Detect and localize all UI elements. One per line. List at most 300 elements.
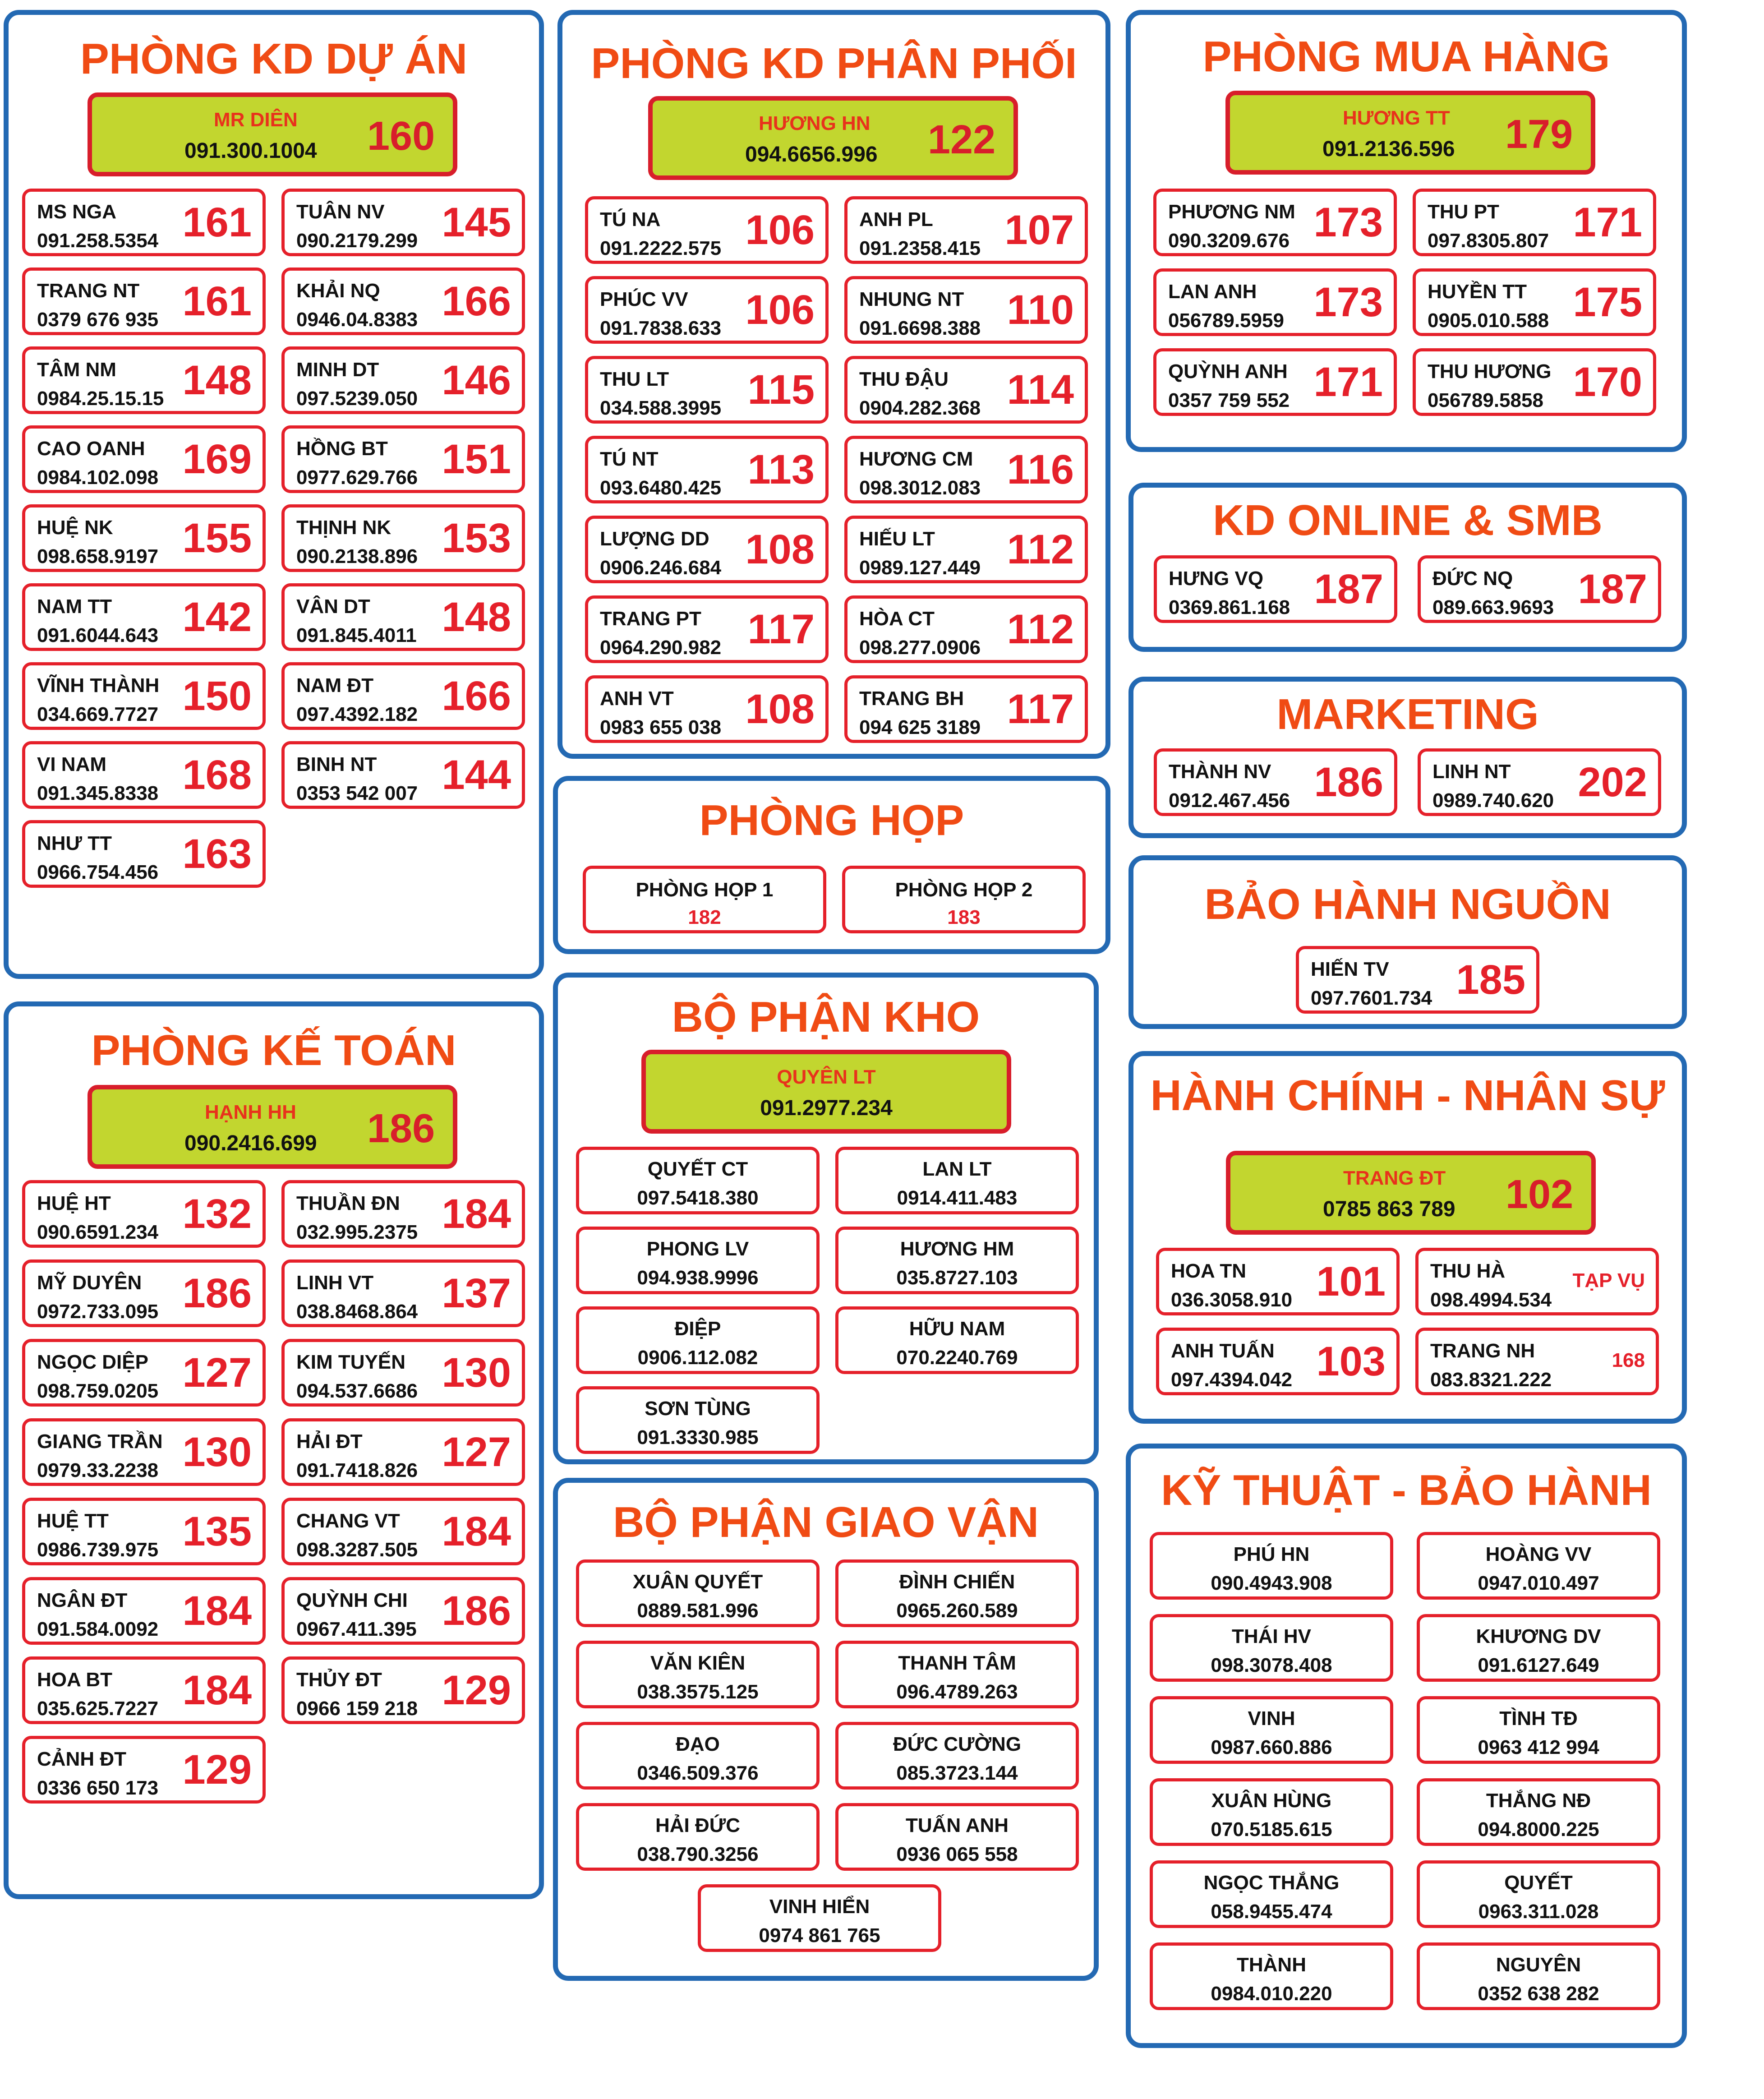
staff-extension: 106: [745, 207, 815, 253]
staff-phone: 038.3575.125: [637, 1681, 759, 1703]
staff-name: HUỆ NK: [37, 517, 113, 539]
staff-card[interactable]: [835, 1559, 1079, 1627]
staff-name: TUẤN ANH: [905, 1814, 1009, 1836]
staff-extension: 107: [1004, 207, 1074, 253]
staff-name: THU LT: [600, 368, 669, 390]
staff-phone: 038.8468.864: [296, 1301, 418, 1323]
staff-card[interactable]: [1418, 748, 1661, 816]
staff-phone: 0984.25.15.15: [37, 388, 164, 410]
staff-card[interactable]: [281, 662, 525, 730]
staff-extension: 184: [182, 1588, 252, 1634]
staff-card[interactable]: [22, 1339, 266, 1407]
staff-card[interactable]: [585, 595, 829, 663]
staff-extension: 145: [442, 199, 511, 245]
staff-card[interactable]: [1296, 946, 1539, 1014]
staff-card[interactable]: [281, 583, 525, 651]
staff-card[interactable]: [281, 504, 525, 572]
staff-card[interactable]: [1150, 1778, 1393, 1846]
meeting-room-card[interactable]: [583, 866, 826, 933]
staff-extension: 187: [1314, 566, 1383, 612]
staff-extension: 150: [182, 673, 252, 719]
staff-phone: 0904.282.368: [859, 397, 981, 419]
staff-extension: 117: [1007, 686, 1074, 732]
staff-name: THẮNG NĐ: [1486, 1790, 1591, 1812]
staff-extension: 153: [442, 515, 511, 561]
staff-card[interactable]: [835, 1147, 1079, 1214]
staff-card[interactable]: [1150, 1942, 1393, 2010]
staff-phone: 0912.467.456: [1169, 789, 1290, 812]
staff-phone: 0983 655 038: [600, 716, 722, 738]
staff-phone: 0352 638 282: [1478, 1983, 1599, 2005]
staff-phone: 094 625 3189: [859, 716, 981, 738]
staff-card[interactable]: [22, 268, 266, 335]
staff-phone: 091.6044.643: [37, 624, 159, 646]
staff-card[interactable]: [1413, 348, 1656, 416]
staff-phone: 091.6127.649: [1478, 1654, 1599, 1676]
staff-card[interactable]: [1154, 555, 1397, 623]
staff-extension: 117: [747, 606, 815, 652]
staff-name: THÀNH: [1237, 1954, 1306, 1976]
staff-name: XUÂN QUYẾT: [632, 1571, 763, 1593]
staff-phone: 056789.5858: [1428, 389, 1543, 411]
staff-name: HIẾU LT: [859, 528, 935, 550]
panel-title: PHÒNG KD PHÂN PHỐI: [591, 39, 1077, 88]
staff-name: HẢI ĐỨC: [655, 1814, 741, 1836]
staff-phone: 0974 861 765: [759, 1924, 880, 1947]
staff-name: QUỲNH CHI: [296, 1589, 408, 1611]
staff-name: VÂN DT: [296, 595, 370, 618]
staff-card[interactable]: [844, 276, 1088, 344]
staff-card[interactable]: [281, 1656, 525, 1724]
staff-card[interactable]: [1417, 1696, 1660, 1764]
staff-phone: 098.3012.083: [859, 477, 981, 499]
staff-card[interactable]: [22, 1418, 266, 1486]
staff-phone: 091.7838.633: [600, 317, 722, 339]
staff-phone: 091.258.5354: [37, 230, 159, 252]
staff-phone: 038.790.3256: [637, 1843, 759, 1865]
staff-card[interactable]: [281, 1498, 525, 1565]
staff-card[interactable]: [22, 1498, 266, 1565]
staff-card[interactable]: [281, 1180, 525, 1248]
staff-card[interactable]: [576, 1559, 820, 1627]
staff-name: THỦY ĐT: [296, 1669, 382, 1691]
staff-name: HÒA CT: [859, 608, 935, 630]
staff-card[interactable]: [1417, 1942, 1660, 2010]
staff-extension: 129: [442, 1667, 511, 1713]
staff-name: VINH HIỂN: [769, 1896, 870, 1918]
staff-name: HUỆ HT: [37, 1192, 111, 1214]
staff-extension: 173: [1313, 199, 1383, 245]
manager-name: QUYÊN LT: [777, 1066, 876, 1088]
manager-phone: 091.2977.234: [760, 1096, 893, 1120]
staff-card[interactable]: [844, 675, 1088, 743]
staff-card[interactable]: [1150, 1532, 1393, 1600]
staff-phone: 070.2240.769: [896, 1347, 1018, 1369]
staff-name: ĐỨC CƯỜNG: [893, 1733, 1022, 1755]
staff-extension: 161: [182, 278, 252, 324]
room-name: PHÒNG HỌP 2: [895, 879, 1033, 901]
staff-card[interactable]: [281, 1577, 525, 1645]
staff-name: LƯỢNG DD: [600, 528, 709, 550]
staff-name: LINH VT: [296, 1272, 374, 1294]
staff-extension: 101: [1316, 1259, 1386, 1305]
staff-card[interactable]: [585, 356, 829, 424]
staff-extension: 132: [182, 1191, 252, 1237]
staff-card[interactable]: [835, 1803, 1079, 1871]
staff-card[interactable]: [1415, 1328, 1659, 1395]
manager-phone: 0785 863 789: [1323, 1197, 1455, 1221]
staff-phone: 0966.754.456: [37, 861, 159, 883]
staff-name: HƯƠNG HM: [900, 1238, 1014, 1260]
staff-name: THU HÀ: [1430, 1260, 1506, 1282]
manager-card[interactable]: [641, 1050, 1011, 1134]
staff-phone: 0966 159 218: [296, 1698, 418, 1720]
panel-ky-thuat: [1126, 1444, 1687, 2048]
manager-extension: 102: [1506, 1172, 1574, 1217]
staff-name: MS NGA: [37, 201, 116, 223]
staff-card[interactable]: [1415, 1248, 1659, 1315]
staff-phone: 0346.509.376: [637, 1762, 759, 1784]
staff-card[interactable]: [22, 1180, 266, 1248]
staff-name: THỊNH NK: [296, 517, 391, 539]
staff-card[interactable]: [1417, 1614, 1660, 1682]
staff-card[interactable]: [22, 346, 266, 414]
staff-name: VINH: [1248, 1707, 1295, 1730]
staff-card[interactable]: [576, 1147, 820, 1214]
staff-card[interactable]: [22, 189, 266, 256]
manager-phone: 091.300.1004: [184, 139, 317, 163]
staff-card[interactable]: [281, 741, 525, 809]
room-name: PHÒNG HỌP 1: [636, 879, 774, 901]
staff-name: GIANG TRẦN: [37, 1430, 163, 1453]
staff-name: THU HƯƠNG: [1428, 360, 1552, 383]
manager-card[interactable]: [1225, 91, 1595, 175]
staff-phone: 0987.660.886: [1211, 1736, 1332, 1758]
staff-phone: 0914.411.483: [897, 1187, 1018, 1209]
staff-card[interactable]: [22, 1736, 266, 1804]
staff-card[interactable]: [576, 1227, 820, 1294]
staff-extension: 169: [182, 436, 252, 482]
staff-card[interactable]: [835, 1306, 1079, 1374]
staff-card[interactable]: [281, 425, 525, 493]
staff-extension: 166: [442, 278, 511, 324]
manager-card[interactable]: [1226, 1151, 1596, 1235]
staff-phone: 035.625.7227: [37, 1698, 159, 1720]
manager-name: HẠNH HH: [205, 1101, 296, 1123]
staff-card[interactable]: [576, 1722, 820, 1790]
staff-extension: 144: [442, 752, 511, 798]
staff-phone: 0906.112.082: [637, 1347, 758, 1369]
staff-phone: 091.7418.826: [296, 1459, 418, 1481]
staff-phone: 097.4392.182: [296, 703, 418, 725]
staff-name: NAM TT: [37, 595, 112, 618]
staff-name: KHƯƠNG DV: [1476, 1625, 1601, 1647]
staff-name: KHẢI NQ: [296, 280, 380, 302]
manager-card[interactable]: [88, 92, 457, 176]
staff-name: HỒNG BT: [296, 438, 388, 460]
staff-phone: 0984.010.220: [1211, 1983, 1332, 2005]
meeting-room-card[interactable]: [842, 866, 1086, 933]
staff-phone: 0946.04.8383: [296, 309, 418, 331]
staff-phone: 090.2179.299: [296, 230, 418, 252]
staff-phone: 091.2222.575: [600, 237, 722, 259]
staff-name: TRANG NT: [37, 280, 140, 302]
staff-name: NAM ĐT: [296, 674, 374, 697]
staff-card[interactable]: [1150, 1696, 1393, 1764]
staff-card[interactable]: [835, 1227, 1079, 1294]
staff-extension: 137: [442, 1270, 511, 1316]
panel-title: BỘ PHẬN GIAO VẬN: [613, 1498, 1039, 1546]
staff-name: VI NAM: [37, 753, 106, 775]
staff-card[interactable]: [1153, 348, 1397, 416]
staff-card[interactable]: [576, 1306, 820, 1374]
manager-name: MR DIÊN: [214, 109, 298, 131]
staff-extension: 186: [442, 1588, 511, 1634]
staff-name: ĐỨC NQ: [1432, 567, 1513, 590]
staff-name: NGỌC DIỆP: [37, 1351, 148, 1373]
staff-phone: 0964.290.982: [600, 637, 722, 659]
staff-name: HOA TN: [1171, 1260, 1247, 1282]
staff-name: HẢI ĐT: [296, 1430, 363, 1453]
staff-phone: 094.938.9996: [637, 1267, 759, 1289]
staff-extension: 184: [442, 1509, 511, 1555]
manager-phone: 090.2416.699: [184, 1131, 317, 1155]
staff-name: MỸ DUYÊN: [37, 1272, 142, 1294]
staff-extension: 185: [1456, 957, 1525, 1003]
staff-extension: 186: [1314, 759, 1383, 805]
panel-title: KỸ THUẬT - BẢO HÀNH: [1161, 1466, 1652, 1514]
staff-card[interactable]: [1153, 189, 1397, 256]
panel-ke-toan: [4, 1001, 544, 1899]
staff-name: PHÚC VV: [600, 288, 688, 310]
staff-phone: 0963.311.028: [1478, 1901, 1599, 1923]
panel-kd-online-smb: [1128, 483, 1687, 652]
staff-extension: 173: [1313, 279, 1383, 325]
staff-card[interactable]: [1417, 1778, 1660, 1846]
staff-phone: 0379 676 935: [37, 309, 159, 331]
staff-name: LAN ANH: [1168, 281, 1257, 303]
staff-name: SƠN TÙNG: [645, 1398, 751, 1420]
staff-extension: 202: [1578, 759, 1647, 805]
staff-extension: 155: [182, 515, 252, 561]
staff-card[interactable]: [576, 1803, 820, 1871]
staff-card[interactable]: [844, 516, 1088, 583]
staff-card[interactable]: [698, 1884, 941, 1952]
staff-card[interactable]: [585, 675, 829, 743]
staff-card[interactable]: [844, 436, 1088, 503]
staff-name: PHONG LV: [646, 1238, 749, 1260]
staff-card[interactable]: [22, 583, 266, 651]
staff-card[interactable]: [281, 1339, 525, 1407]
staff-name: TÚ NT: [600, 448, 659, 470]
staff-card[interactable]: [22, 504, 266, 572]
staff-phone: 089.663.9693: [1432, 596, 1554, 618]
staff-extension: 166: [442, 673, 511, 719]
staff-extension: 184: [442, 1191, 511, 1237]
panel-mua-hang: [1126, 10, 1687, 452]
staff-extension: 171: [1573, 199, 1642, 245]
staff-name: ANH VT: [600, 687, 674, 710]
staff-name: VĂN KIÊN: [650, 1652, 746, 1674]
panel-title: PHÒNG KD DỰ ÁN: [80, 35, 468, 83]
staff-phone: 0336 650 173: [37, 1777, 159, 1799]
staff-phone: 091.845.4011: [296, 624, 417, 646]
staff-name: HUỆ TT: [37, 1510, 109, 1532]
staff-card[interactable]: [1156, 1328, 1400, 1395]
staff-card[interactable]: [1413, 268, 1656, 336]
manager-extension: 179: [1505, 112, 1573, 157]
staff-name: THU ĐẬU: [859, 368, 949, 390]
staff-phone: 090.6591.234: [37, 1221, 159, 1243]
staff-phone: 036.3058.910: [1171, 1289, 1293, 1311]
manager-name: TRANG ĐT: [1343, 1167, 1446, 1189]
staff-phone: 098.3078.408: [1211, 1654, 1332, 1676]
staff-extension: 186: [182, 1270, 252, 1316]
staff-extension: 113: [747, 447, 815, 493]
manager-card[interactable]: [648, 96, 1018, 180]
panel-title: PHÒNG MUA HÀNG: [1202, 32, 1610, 81]
staff-name: KIM TUYẾN: [296, 1351, 405, 1373]
staff-extension: 148: [442, 594, 511, 640]
staff-extension: 161: [182, 199, 252, 245]
staff-extension: 112: [1007, 526, 1074, 572]
manager-card[interactable]: [88, 1085, 457, 1169]
staff-extension: 163: [182, 831, 252, 877]
staff-card[interactable]: [1156, 1248, 1400, 1315]
staff-name: MINH DT: [296, 359, 379, 381]
staff-phone: 098.759.0205: [37, 1380, 159, 1402]
staff-name: NGUYÊN: [1496, 1954, 1581, 1976]
staff-phone: 0889.581.996: [637, 1600, 759, 1622]
staff-card[interactable]: [22, 741, 266, 809]
staff-phone: 058.9455.474: [1211, 1901, 1332, 1923]
manager-extension: 160: [367, 114, 435, 159]
panel-title: HÀNH CHÍNH - NHÂN SỰ: [1150, 1071, 1665, 1120]
staff-name: XUÂN HÙNG: [1211, 1790, 1332, 1812]
staff-name: THANH TÂM: [898, 1652, 1016, 1674]
staff-card[interactable]: [1150, 1860, 1393, 1928]
staff-card[interactable]: [1418, 555, 1661, 623]
staff-name: HỮU NAM: [909, 1318, 1005, 1340]
staff-card[interactable]: [281, 1259, 525, 1327]
staff-card[interactable]: [844, 356, 1088, 424]
staff-card[interactable]: [1417, 1860, 1660, 1928]
staff-name: PHÚ HN: [1233, 1543, 1310, 1565]
staff-card[interactable]: [281, 1418, 525, 1486]
staff-card[interactable]: [281, 346, 525, 414]
staff-card[interactable]: [22, 1656, 266, 1724]
panel-bao-hanh-nguon: [1128, 855, 1687, 1029]
staff-phone: 091.584.0092: [37, 1618, 159, 1640]
staff-phone: 0357 759 552: [1168, 389, 1290, 411]
staff-phone: 0989.740.620: [1432, 789, 1554, 812]
staff-phone: 0963 412 994: [1478, 1736, 1599, 1758]
staff-card[interactable]: [22, 425, 266, 493]
staff-name: TRANG BH: [859, 687, 964, 710]
staff-card[interactable]: [576, 1386, 820, 1454]
staff-card[interactable]: [835, 1722, 1079, 1790]
staff-card[interactable]: [1417, 1532, 1660, 1600]
staff-phone: 096.4789.263: [896, 1681, 1018, 1703]
staff-phone: 0353 542 007: [296, 782, 418, 804]
staff-phone: 085.3723.144: [896, 1762, 1018, 1784]
staff-name: QUỲNH ANH: [1168, 360, 1288, 383]
staff-name: THÁI HV: [1232, 1625, 1311, 1647]
staff-card[interactable]: [1153, 268, 1397, 336]
staff-card[interactable]: [1154, 748, 1397, 816]
staff-card[interactable]: [585, 196, 829, 264]
staff-phone: 098.4994.534: [1430, 1289, 1552, 1311]
staff-name: HOA BT: [37, 1669, 113, 1691]
staff-extension: 116: [1007, 447, 1074, 493]
staff-phone: 090.2138.896: [296, 545, 418, 567]
panel-phong-hop: [553, 776, 1110, 954]
staff-name: CHANG VT: [296, 1510, 400, 1532]
room-extension: 182: [688, 906, 721, 928]
staff-card[interactable]: [281, 189, 525, 256]
staff-phone: 090.3209.676: [1168, 230, 1290, 252]
staff-extension: 127: [442, 1429, 511, 1475]
staff-card[interactable]: [576, 1641, 820, 1708]
staff-name: HƯƠNG CM: [859, 448, 973, 470]
staff-extension: 187: [1578, 566, 1647, 612]
staff-name: THUẦN ĐN: [296, 1192, 400, 1214]
staff-phone: 034.669.7727: [37, 703, 159, 725]
staff-phone: 0906.246.684: [600, 557, 722, 579]
staff-phone: 0977.629.766: [296, 466, 418, 489]
staff-card[interactable]: [22, 662, 266, 730]
staff-name: TUÂN NV: [296, 201, 385, 223]
staff-name: HƯNG VQ: [1169, 567, 1264, 590]
staff-extension: 184: [182, 1667, 252, 1713]
staff-name: QUYẾT: [1504, 1872, 1573, 1894]
staff-phone: 034.588.3995: [600, 397, 722, 419]
staff-phone: 0965.260.589: [896, 1600, 1018, 1622]
staff-card[interactable]: [22, 1259, 266, 1327]
staff-phone: 0972.733.095: [37, 1301, 159, 1323]
staff-extension: 108: [745, 686, 815, 732]
staff-phone: 091.3330.985: [637, 1426, 759, 1449]
staff-phone: 0984.102.098: [37, 466, 159, 489]
staff-card[interactable]: [585, 436, 829, 503]
panel-marketing: [1128, 677, 1687, 838]
staff-card[interactable]: [585, 516, 829, 583]
staff-phone: 093.6480.425: [600, 477, 722, 499]
staff-card[interactable]: [1413, 189, 1656, 256]
panel-title: PHÒNG KẾ TOÁN: [91, 1026, 456, 1075]
staff-card[interactable]: [281, 268, 525, 335]
staff-phone: 0989.127.449: [859, 557, 981, 579]
staff-card[interactable]: [22, 820, 266, 888]
staff-card[interactable]: [844, 595, 1088, 663]
staff-phone: 083.8321.222: [1430, 1369, 1552, 1391]
staff-phone: 091.2358.415: [859, 237, 981, 259]
staff-extension: 103: [1316, 1338, 1386, 1384]
staff-extension: 130: [442, 1350, 511, 1396]
staff-card[interactable]: [585, 276, 829, 344]
staff-phone: 035.8727.103: [896, 1267, 1018, 1289]
staff-name: ĐẠO: [676, 1733, 720, 1755]
staff-phone: 0979.33.2238: [37, 1459, 159, 1481]
staff-card[interactable]: [22, 1577, 266, 1645]
staff-card[interactable]: [844, 196, 1088, 264]
staff-card[interactable]: [1150, 1614, 1393, 1682]
staff-name: TÚ NA: [600, 208, 661, 231]
staff-card[interactable]: [835, 1641, 1079, 1708]
staff-name: TÌNH TĐ: [1499, 1707, 1578, 1730]
staff-name: ANH TUẤN: [1171, 1340, 1275, 1362]
staff-extension: 168: [182, 752, 252, 798]
